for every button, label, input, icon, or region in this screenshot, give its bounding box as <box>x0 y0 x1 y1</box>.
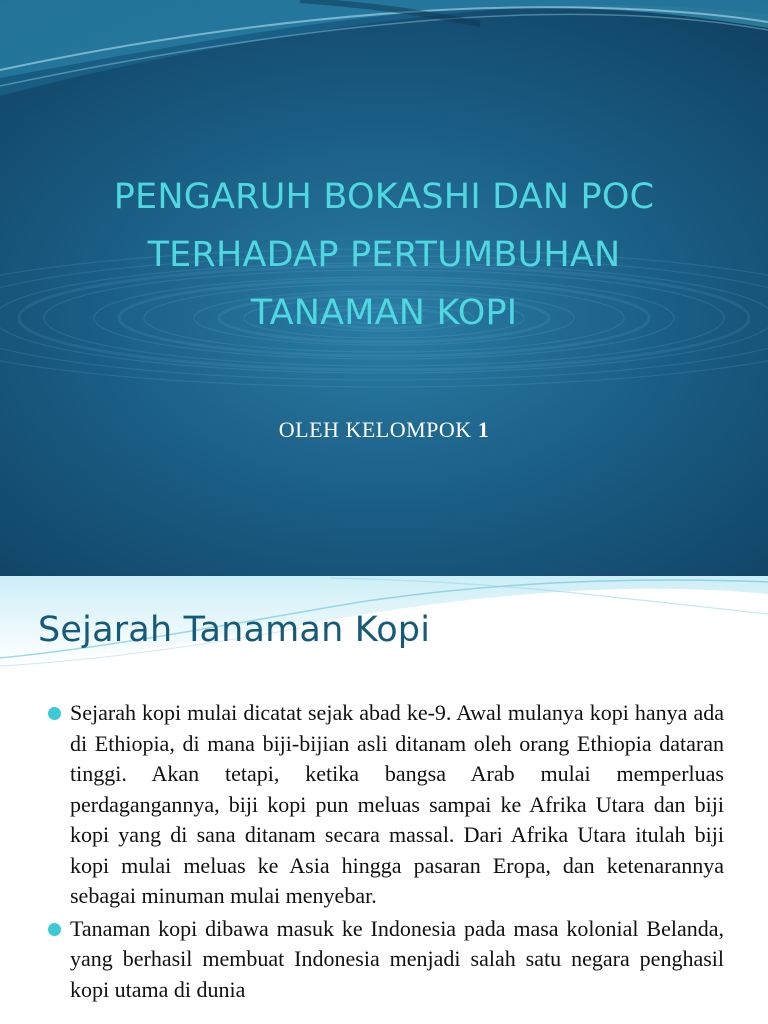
title-line: TERHADAP PERTUMBUHAN <box>147 235 621 275</box>
subtitle-text: OLEH KELOMPOK <box>278 417 478 442</box>
bullet-list <box>48 698 724 1007</box>
top-wave-decoration <box>0 0 768 110</box>
list-item <box>48 914 724 1006</box>
presentation-subtitle <box>84 417 684 443</box>
bullet-text: Sejarah kopi mulai dicatat sejak abad ke-9. Awal mulanya kopi hanya ada di Ethiopia, di mana biji-bijian asli ditanam oleh orang Ethiopia dataran tinggi. Akan tetapi, ketika bangsa Arab mulai memperluas perdagangannya, biji kopi pun meluas sampai ke Afrika Utara dan biji kopi yang di sana ditanam secara massal. Dari Afrika Utara itulah biji kopi mulai meluas ke Asia hingga pasaran Eropa, dan ketenarannya sebagai minuman mulai menyebar. <box>70 700 724 908</box>
bullet-text: Tanaman kopi dibawa masuk ke Indonesia pada masa kolonial Belanda, yang berhasil membuat Indonesia menjadi salah satu negara penghasil kopi utama di dunia <box>70 915 724 1002</box>
list-item <box>48 698 724 912</box>
bullet-dot-icon <box>48 707 61 720</box>
subtitle-group-number: 1 <box>477 417 490 442</box>
presentation-title <box>40 168 728 342</box>
bullet-dot-icon <box>48 923 61 936</box>
slide-heading: Sejarah Tanaman Kopi <box>38 610 431 650</box>
content-slide <box>0 576 768 1024</box>
title-line: PENGARUH BOKASHI DAN POC <box>113 177 655 217</box>
title-line: TANAMAN KOPI <box>250 293 518 333</box>
